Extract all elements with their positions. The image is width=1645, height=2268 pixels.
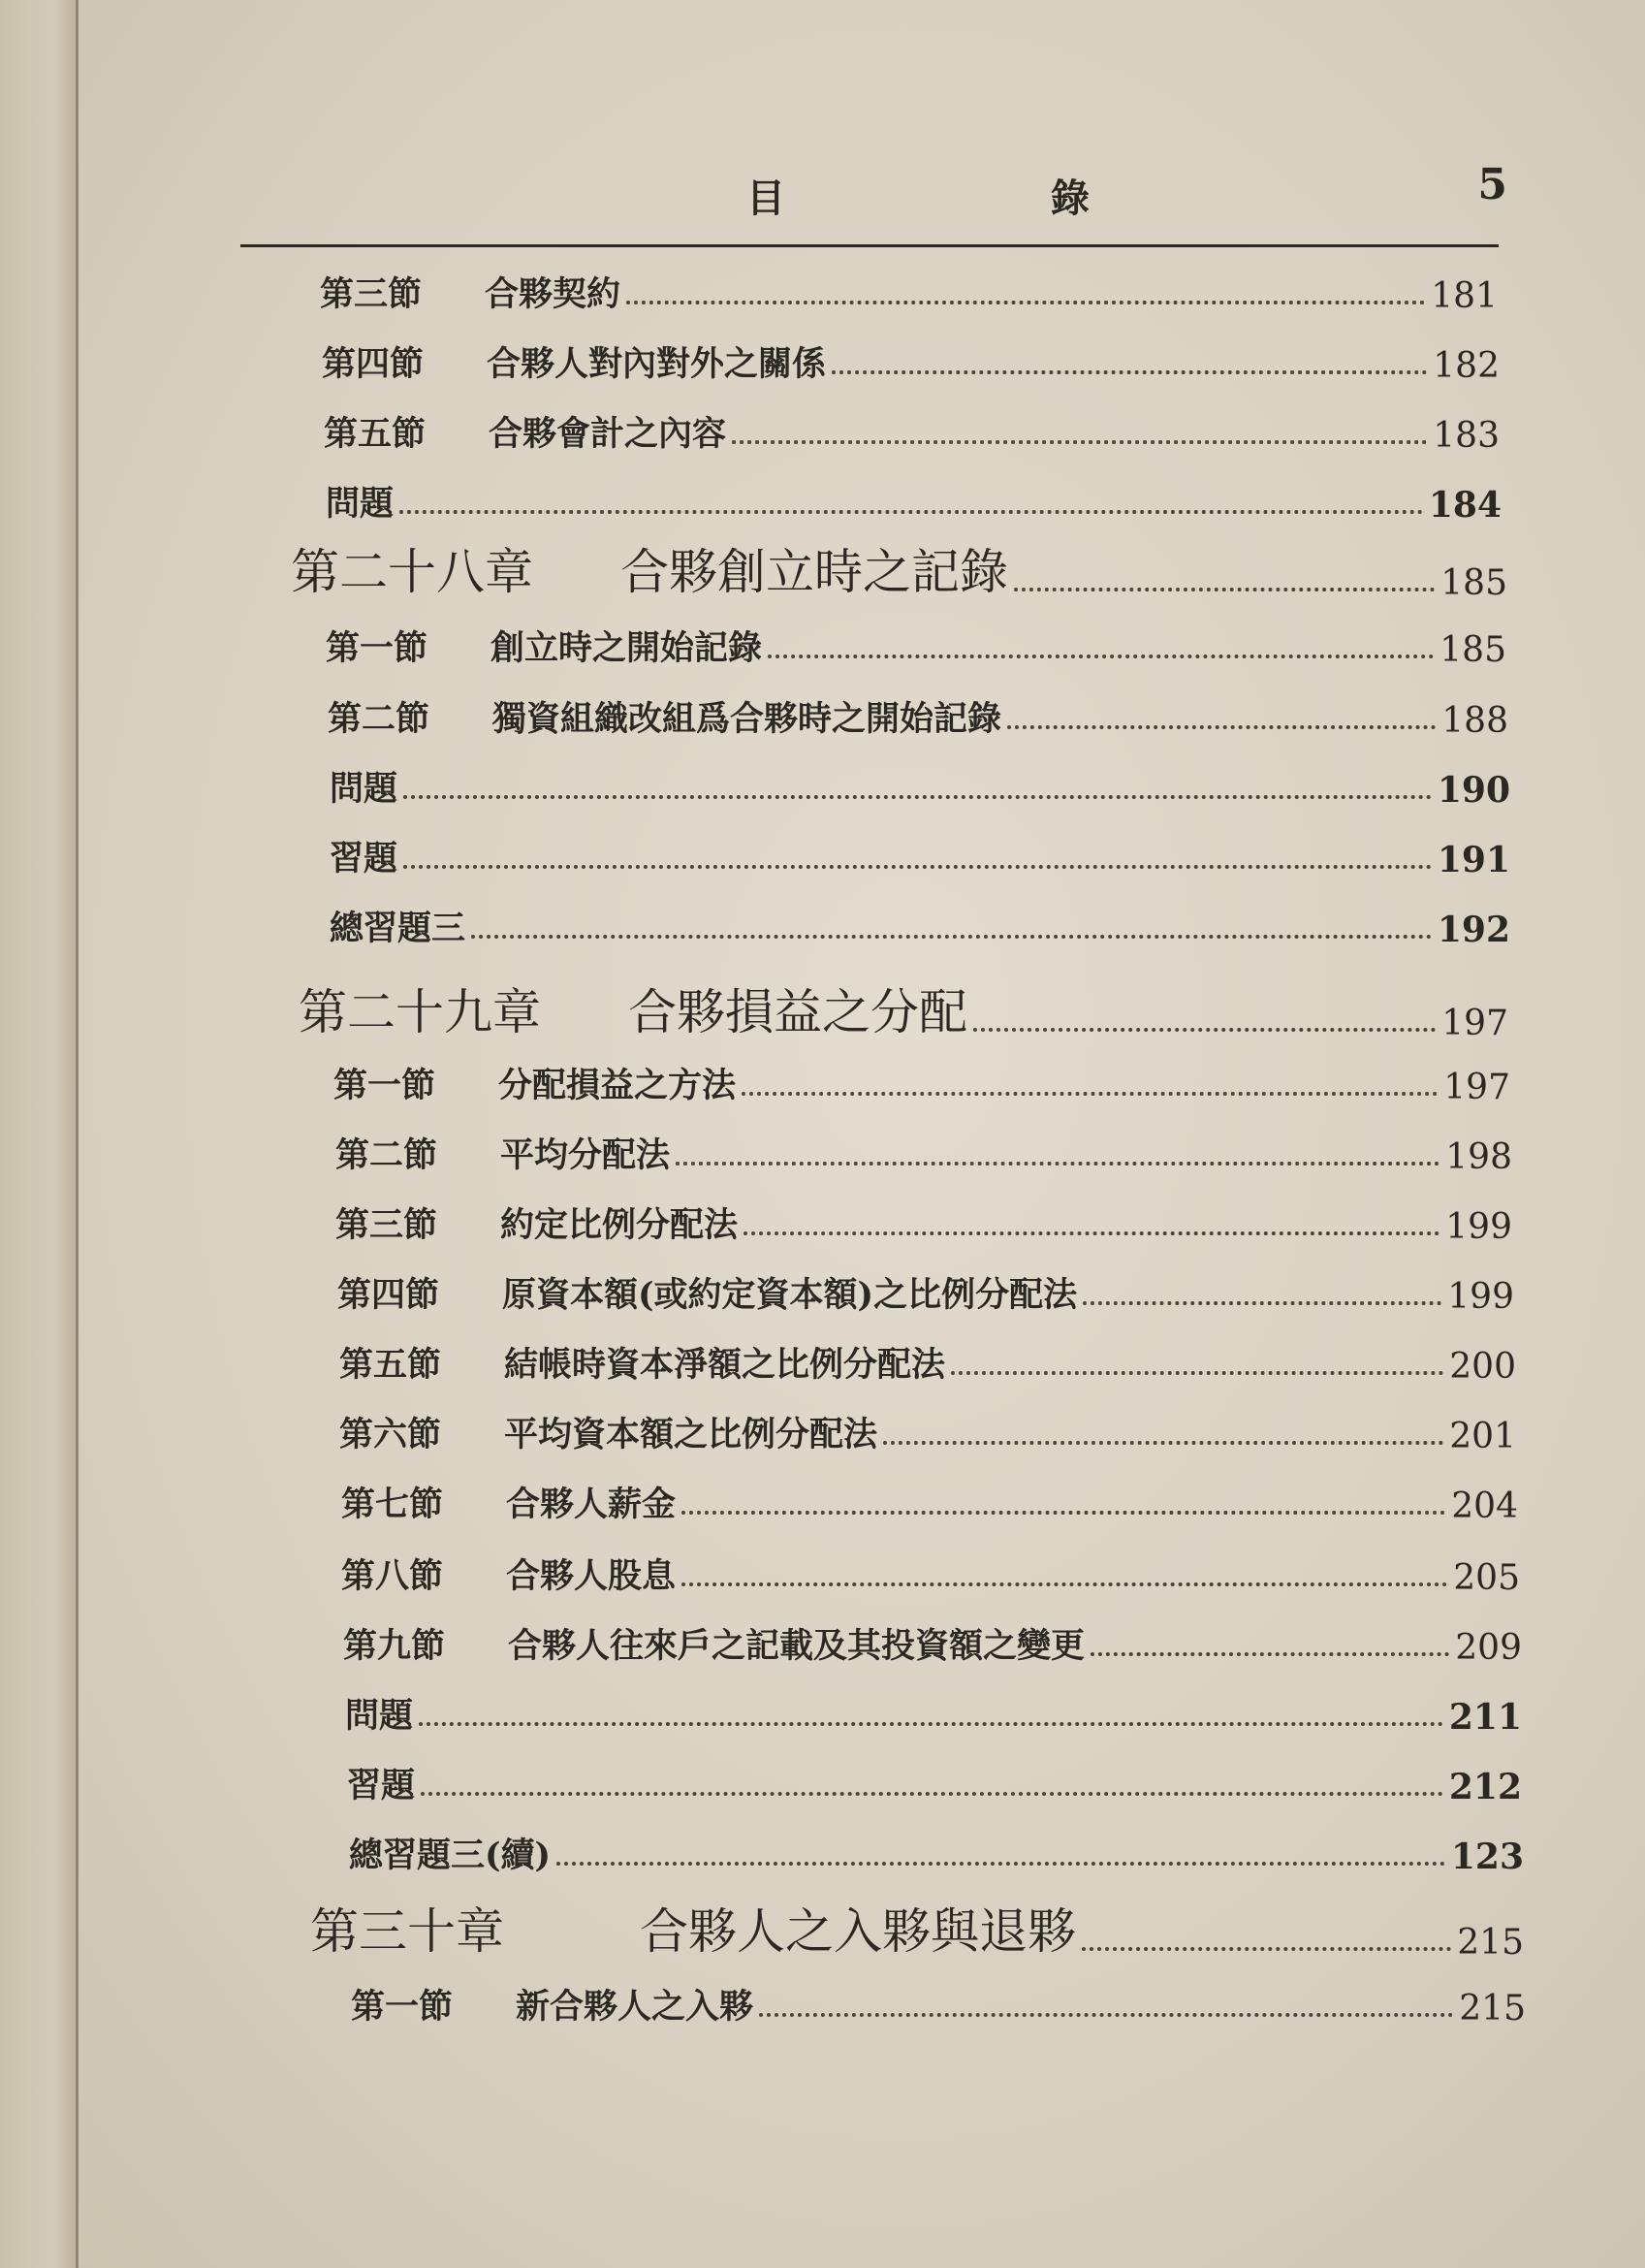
entry-page-number: 199	[1447, 1277, 1514, 1317]
header-rule	[240, 244, 1499, 247]
toc-misc-entry	[345, 1683, 1522, 1738]
toc-section-entry	[320, 262, 1498, 316]
page-title: 目 錄	[746, 176, 1216, 221]
entry-title: 平均資本額之比例分配法	[504, 1415, 878, 1454]
section-number: 第二節	[335, 1135, 438, 1175]
toc-section-entry	[337, 1262, 1514, 1317]
entry-page-number: 201	[1449, 1417, 1516, 1456]
book-spine	[0, 0, 79, 2268]
entry-title: 問題	[326, 484, 395, 524]
dot-leader	[421, 1792, 1443, 1796]
dot-leader	[471, 935, 1432, 939]
chapter-number: 第二十九章	[299, 984, 541, 1040]
chapter-number: 第三十章	[310, 1903, 504, 1960]
dot-leader	[1007, 725, 1436, 729]
entry-page-number: 185	[1440, 563, 1507, 603]
toc-section-entry	[326, 616, 1506, 670]
entry-label	[299, 974, 967, 1043]
entry-page-number: 197	[1443, 1068, 1510, 1107]
entry-page-number: 191	[1437, 840, 1510, 880]
dot-leader	[732, 440, 1427, 444]
toc-section-entry	[339, 1402, 1516, 1456]
section-number: 第五節	[339, 1345, 442, 1385]
entry-page-number: 205	[1453, 1558, 1520, 1598]
entry-page-number: 209	[1455, 1628, 1522, 1668]
entry-page-number: 215	[1459, 1989, 1526, 2028]
toc-section-entry	[343, 1613, 1522, 1668]
page-number: 5	[1477, 160, 1507, 209]
entry-label	[335, 1129, 670, 1177]
entry-label	[339, 1338, 945, 1387]
toc-chapter-entry	[291, 539, 1507, 603]
entry-label	[330, 832, 397, 880]
entry-label	[326, 477, 394, 526]
dot-leader	[973, 1028, 1436, 1032]
dot-leader	[1083, 1301, 1441, 1305]
toc-misc-entry	[347, 1753, 1522, 1807]
entry-title: 合夥會計之內容	[489, 414, 727, 454]
toc-section-entry	[333, 1053, 1510, 1107]
entry-page-number: 182	[1433, 346, 1500, 386]
toc-misc-entry	[326, 471, 1502, 526]
entry-label	[322, 337, 826, 386]
entry-page-number: 185	[1439, 630, 1506, 670]
entry-page-number: 123	[1450, 1837, 1524, 1877]
dot-leader	[743, 1231, 1439, 1235]
toc-misc-entry	[349, 1823, 1524, 1877]
entry-title: 問題	[345, 1696, 414, 1736]
entry-title: 新合夥人之入夥	[516, 1987, 754, 2027]
section-number: 第六節	[339, 1415, 442, 1454]
toc-misc-entry	[330, 756, 1510, 811]
entry-page-number: 192	[1437, 910, 1510, 950]
entry-page-number: 184	[1428, 485, 1502, 526]
toc-section-entry	[341, 1472, 1518, 1526]
dot-leader	[1014, 588, 1435, 591]
section-number: 第一節	[333, 1066, 436, 1105]
entry-title: 合夥人往來戶之記載及其投資額之變更	[508, 1626, 1086, 1666]
entry-page-number: 200	[1449, 1347, 1516, 1387]
entry-title: 合夥人股息	[506, 1556, 677, 1596]
dot-leader	[403, 795, 1432, 799]
dot-leader	[419, 1722, 1443, 1726]
dot-leader	[1091, 1652, 1449, 1656]
toc-section-entry	[328, 687, 1508, 741]
entry-label	[343, 1619, 1085, 1668]
entry-label	[335, 1198, 738, 1247]
chapter-number: 第二十八章	[291, 544, 533, 600]
entry-label	[341, 1478, 676, 1526]
entry-title: 原資本額(或約定資本額)之比例分配法	[502, 1275, 1078, 1315]
entry-page-number: 212	[1448, 1767, 1522, 1807]
entry-label	[330, 762, 397, 811]
toc-chapter-entry	[310, 1899, 1524, 1963]
section-number: 第四節	[337, 1275, 440, 1315]
entry-title: 總習題三(續)	[349, 1836, 552, 1875]
entry-label	[351, 1980, 753, 2028]
entry-title: 習題	[347, 1766, 416, 1805]
entry-label	[337, 1268, 1077, 1317]
entry-title: 問題	[330, 769, 398, 809]
toc-chapter-entry	[299, 979, 1508, 1043]
entry-title: 平均分配法	[500, 1135, 671, 1175]
entry-page-number: 197	[1441, 1004, 1508, 1043]
entry-label	[339, 1408, 877, 1456]
toc-section-entry	[322, 332, 1500, 386]
section-number: 第八節	[341, 1556, 444, 1596]
entry-label	[328, 692, 1001, 741]
entry-title: 約定比例分配法	[500, 1205, 739, 1245]
entry-label	[310, 1893, 1076, 1963]
dot-leader	[556, 1862, 1445, 1866]
entry-page-number: 190	[1437, 770, 1510, 811]
section-number: 第二節	[328, 699, 430, 739]
toc-section-entry	[324, 401, 1500, 456]
entry-label	[347, 1759, 415, 1807]
entry-label	[345, 1689, 413, 1738]
toc-misc-entry	[330, 826, 1510, 880]
toc-misc-entry	[330, 896, 1510, 950]
entry-page-number: 211	[1448, 1697, 1522, 1738]
entry-label	[330, 902, 465, 950]
entry-page-number: 183	[1433, 416, 1500, 456]
dot-leader	[626, 301, 1425, 304]
entry-label	[320, 268, 620, 316]
entry-title: 合夥人薪金	[506, 1485, 677, 1524]
toc-section-entry	[339, 1332, 1516, 1387]
dot-leader	[951, 1371, 1443, 1375]
entry-title: 合夥損益之分配	[628, 984, 967, 1040]
dot-leader	[883, 1441, 1443, 1445]
section-number: 第一節	[326, 628, 428, 668]
entry-page-number: 181	[1431, 276, 1498, 316]
entry-title: 總習題三	[330, 909, 466, 948]
entry-page-number: 188	[1441, 701, 1508, 741]
toc-section-entry	[351, 1974, 1526, 2028]
entry-page-number: 204	[1451, 1486, 1518, 1526]
dot-leader	[759, 2013, 1453, 2017]
dot-leader	[832, 370, 1427, 374]
entry-label	[341, 1549, 676, 1598]
entry-page-number: 198	[1445, 1137, 1512, 1177]
section-number: 第九節	[343, 1626, 446, 1666]
section-number: 第一節	[351, 1987, 454, 2027]
entry-title: 獨資組織改組爲合夥時之開始記錄	[492, 699, 1002, 739]
entry-label	[291, 533, 1008, 603]
section-number: 第五節	[324, 414, 427, 454]
dot-leader	[742, 1092, 1438, 1096]
dot-leader	[399, 510, 1423, 514]
toc-section-entry	[341, 1544, 1520, 1598]
dot-leader	[768, 655, 1434, 658]
entry-title: 合夥人對內對外之關係	[487, 344, 827, 384]
entry-page-number: 215	[1457, 1923, 1524, 1963]
entry-title: 分配損益之方法	[498, 1066, 737, 1105]
toc-section-entry	[335, 1193, 1512, 1247]
dot-leader	[681, 1511, 1445, 1515]
entry-label	[333, 1059, 736, 1107]
entry-title: 習題	[330, 839, 398, 878]
dot-leader	[681, 1582, 1447, 1586]
entry-title: 結帳時資本淨額之比例分配法	[504, 1345, 946, 1385]
page-header	[242, 160, 1507, 238]
entry-title: 合夥人之入夥與退夥	[640, 1903, 1076, 1960]
entry-page-number: 199	[1445, 1207, 1512, 1247]
entry-title: 合夥創立時之記錄	[620, 544, 1008, 600]
entry-label	[326, 622, 762, 670]
dot-leader	[676, 1162, 1439, 1166]
section-number: 第七節	[341, 1485, 444, 1524]
toc-section-entry	[335, 1123, 1512, 1177]
section-number: 第三節	[335, 1205, 438, 1245]
entry-label	[324, 407, 726, 456]
dot-leader	[1082, 1947, 1451, 1951]
section-number: 第四節	[322, 344, 425, 384]
entry-title: 創立時之開始記錄	[490, 628, 763, 668]
section-number: 第三節	[320, 274, 423, 314]
dot-leader	[403, 865, 1432, 869]
entry-label	[349, 1829, 551, 1877]
entry-title: 合夥契約	[485, 274, 621, 314]
